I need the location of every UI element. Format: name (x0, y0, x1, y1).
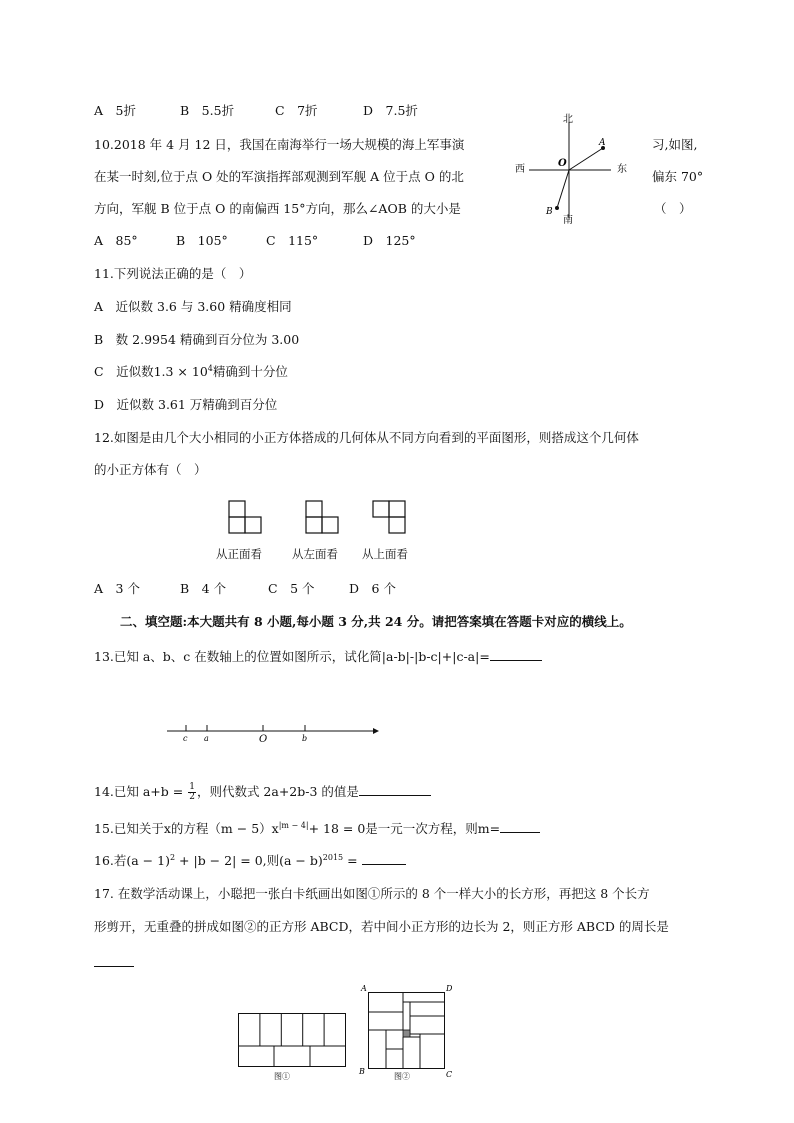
vertex-label-b: B (359, 1067, 365, 1076)
q9-option-d: D 7.5折 (363, 103, 418, 118)
q11-option-b: B 数 2.9954 精确到百分位为 3.00 (94, 332, 300, 347)
figure-1-caption: 图① (274, 1072, 290, 1081)
q17-answer-blank (94, 954, 134, 967)
center-small-square (403, 1030, 410, 1037)
figure-2-square (358, 982, 458, 1082)
q12-option-b: B 4 个 (180, 581, 227, 596)
q11-option-d: D 近似数 3.61 万精确到百分位 (94, 397, 278, 412)
q11-stem: 11.下列说法正确的是（ ） (94, 266, 252, 281)
front-view-figure (228, 500, 262, 534)
ray-oa (569, 148, 603, 170)
q15-stem: 15.已知关于x的方程$(m - 5)x^{|m - 4|}+ 18 = 0$是一元一次方程，则m= (94, 820, 540, 837)
q16-answer-blank (362, 852, 406, 865)
label-south: 南 (563, 215, 573, 226)
q10-option-b: B 105° (176, 233, 228, 248)
q14-fraction: $\frac{1}{2}$ (189, 782, 195, 802)
q12-stem-line2: 的小正方体有（ ） (94, 462, 207, 477)
label-north: 北 (563, 114, 573, 125)
q11-option-c: C 近似数$1.3 \times 10^4$精确到十分位 (94, 363, 288, 379)
q12-stem-line1: 12.如图是由几个大小相同的小正方体搭成的几何体从不同方向看到的平面图形，则搭成这个几何体 (94, 430, 639, 445)
q9-option-c: C 7折 (275, 103, 318, 118)
q10-option-a: A 85° (94, 233, 138, 248)
q10-line3: 方向，军舰 B 位于点 O 的南偏西 15°方向，那么∠AOB 的大小是 (94, 201, 461, 216)
label-west: 西 (515, 164, 525, 175)
compass-figure (505, 110, 645, 230)
q14-answer-blank (359, 783, 431, 796)
point-b (555, 206, 559, 210)
q12-option-c: C 5 个 (268, 581, 315, 596)
q9-option-b: B 5.5折 (180, 103, 235, 118)
q10-option-d: D 125° (363, 233, 416, 248)
section-2-title: 二、填空题:本大题共有 8 小题,每小题 3 分,共 24 分。请把答案填在答题卡对应的横线上。 (120, 614, 632, 629)
q10-answer-paren: （ ） (654, 201, 692, 216)
vertex-label-a: A (361, 984, 367, 993)
q10-line1-right: 习,如图, (652, 137, 698, 152)
ray-ob (557, 170, 569, 208)
q17-line1: 17. 在数学活动课上，小聪把一张白卡纸画出如图①所示的 8 个一样大小的长方形，再把这 8 个长方 (94, 886, 650, 901)
q14-stem: 14.已知 a+b = $\frac{1}{2}$ ，则代数式 2a+2b-3 的值是 (94, 783, 431, 802)
left-view-figure (305, 500, 339, 534)
q10-line2: 在某一时刻,位于点 O 处的军演指挥部观测到军舰 A 位于点 O 的北 (94, 169, 464, 184)
figure-2-caption: 图② (394, 1072, 410, 1081)
q10-line1: 10.2018 年 4 月 12 日，我国在南海举行一场大规模的海上军事演 (94, 137, 465, 152)
number-line-figure (165, 720, 380, 744)
q9-option-a: A 5折 (94, 103, 136, 118)
q15-answer-blank (500, 820, 540, 833)
tick-label-b: b (302, 734, 308, 743)
q17-line2: 形剪开，无重叠的拼成如图②的正方形 ABCD，若中间小正方形的边长为 2，则正方形 ABCD 的周长是 (94, 919, 669, 934)
q16-stem: 16.若$(a - 1)^2 + |b - 2| = 0$,则$(a - b)^{2015}$ = (94, 852, 406, 869)
vertex-label-d: D (446, 984, 453, 993)
view-label-front: 从正面看 (216, 547, 262, 561)
figure-1-rectangles (238, 1013, 346, 1067)
label-a: A (599, 138, 606, 148)
label-east: 东 (617, 164, 627, 175)
tick-label-o: O (259, 734, 268, 745)
tick-label-a: a (204, 734, 209, 743)
q13-answer-blank (490, 648, 542, 661)
q13-stem: 13.已知 a、b、c 在数轴上的位置如图所示，试化简|a-b|-|b-c|+|c-a|= (94, 648, 542, 665)
label-b: B (546, 207, 553, 217)
q12-option-d: D 6 个 (349, 581, 396, 596)
top-view-figure (372, 500, 406, 534)
label-o: O (558, 158, 567, 169)
view-label-left: 从左面看 (292, 547, 338, 561)
number-line-arrow (373, 728, 379, 734)
q10-line2-right: 偏东 70° (652, 169, 704, 184)
q11-option-a: A 近似数 3.6 与 3.60 精确度相同 (94, 299, 292, 314)
view-label-top: 从上面看 (362, 547, 408, 561)
vertex-label-c: C (446, 1070, 453, 1079)
tick-label-c: c (183, 734, 188, 743)
q10-option-c: C 115° (266, 233, 319, 248)
q12-option-a: A 3 个 (94, 581, 140, 596)
